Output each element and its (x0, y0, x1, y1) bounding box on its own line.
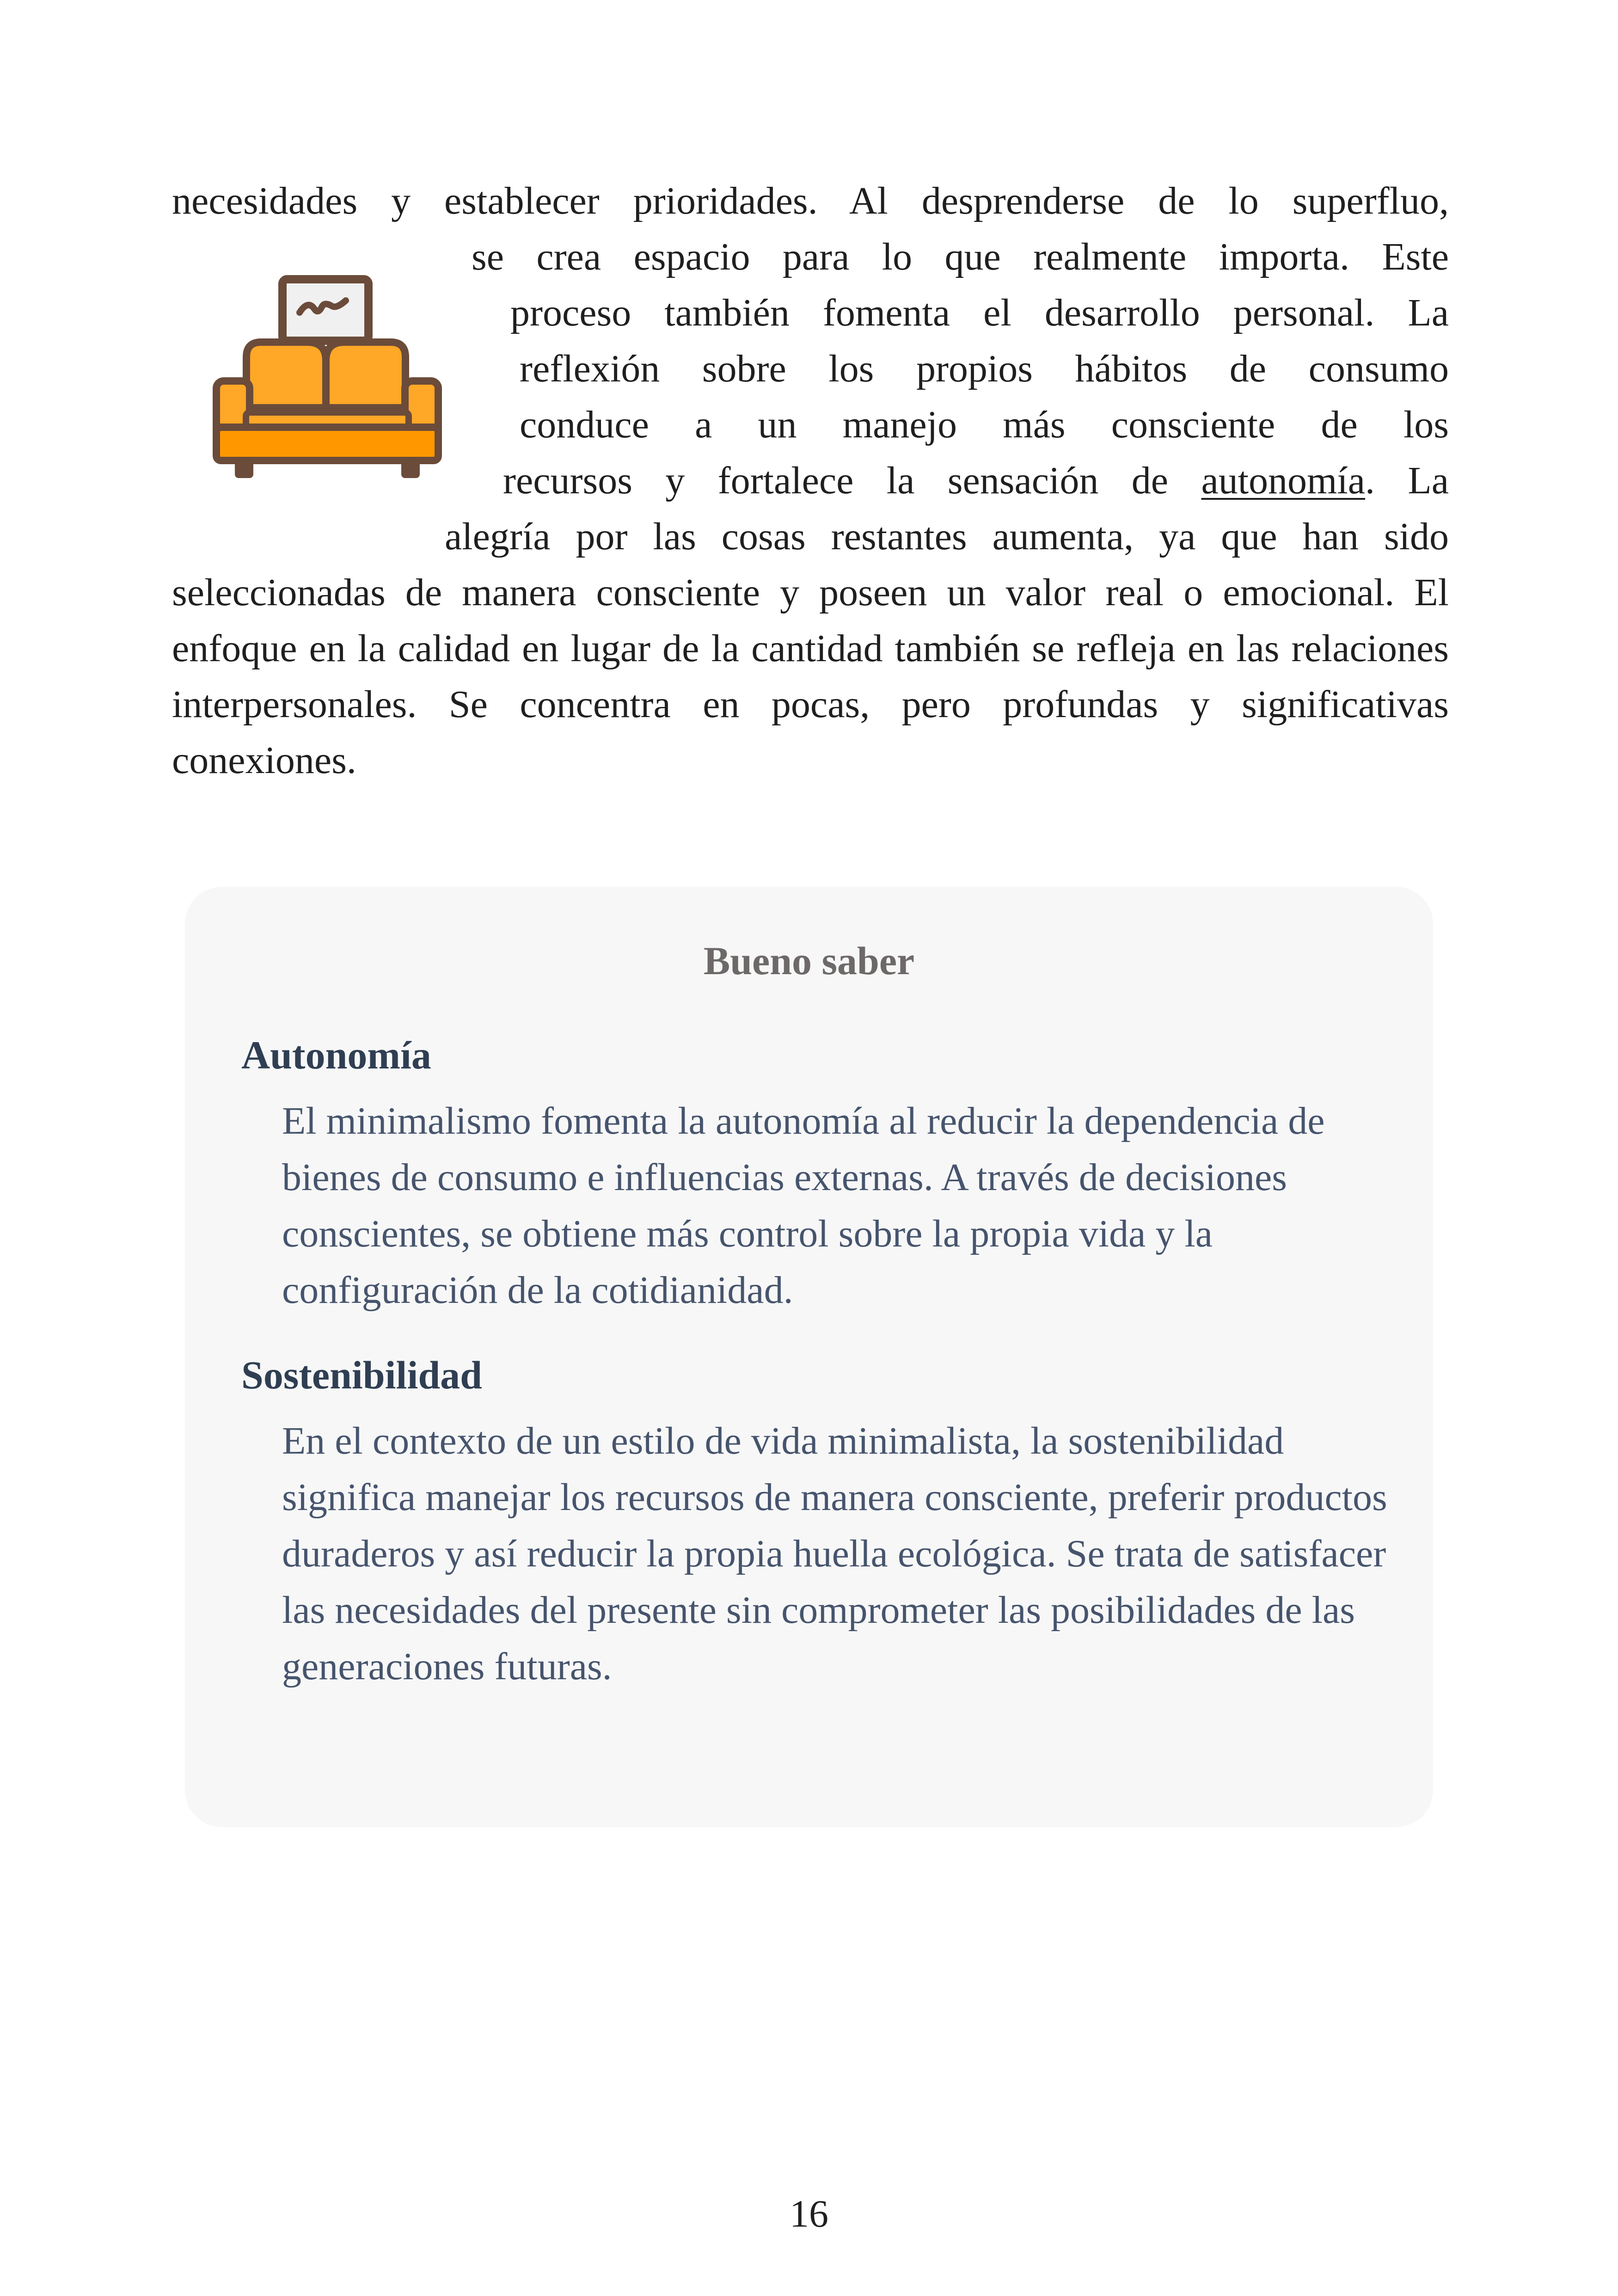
text-line: reflexión sobre los propios hábitos de consumo (520, 347, 1449, 390)
definition-autonomia: El minimalismo fomenta la autonomía al reducir la dependencia de bienes de consumo e influencias externas. A través de decisiones conscientes, se obtiene más control sobre la propia vida y la configuración de la cotidianidad. (282, 1099, 1325, 1312)
text-line: conduce a un manejo más consciente de los (520, 403, 1449, 446)
text-line: proceso también fomenta el desarrollo personal. La (510, 291, 1449, 334)
term-autonomia: Autonomía (241, 1033, 431, 1077)
term-sostenibilidad: Sostenibilidad (241, 1353, 482, 1397)
info-box-title: Bueno saber (703, 939, 915, 983)
text-fragment: recursos y fortalece la sensación de (503, 459, 1169, 502)
text-line: se crea espacio para lo que realmente importa. Este (472, 235, 1449, 278)
glossary-link-autonomia[interactable]: autonomía (1201, 459, 1366, 502)
definition-sostenibilidad: En el contexto de un estilo de vida minimalista, la sostenibilidad significa manejar los recursos de manera consciente, preferir productos duraderos y así reducir la propia huella ecológica. Se trata de satisfacer las necesidades del presente sin comprometer las posibilidades de las generaciones futuras. (282, 1419, 1387, 1688)
text-line: necesidades y establecer prioridades. Al desprenderse de lo superfluo, (172, 179, 1449, 222)
text-block: seleccionadas de manera consciente y poseen un valor real o emocional. El enfoque en la calidad en lugar de la cantidad también se refleja en las relaciones interpersonales. Se concentra en pocas, pero profundas y significativas conexiones. (172, 571, 1449, 782)
page-number: 16 (790, 2192, 828, 2235)
text-fragment: . La (1365, 459, 1449, 502)
sofa-icon (212, 274, 443, 498)
info-box (185, 887, 1433, 1827)
text-line (503, 453, 1449, 509)
text-line: alegría por las cosas restantes aumenta, ya que han sido (445, 515, 1449, 558)
